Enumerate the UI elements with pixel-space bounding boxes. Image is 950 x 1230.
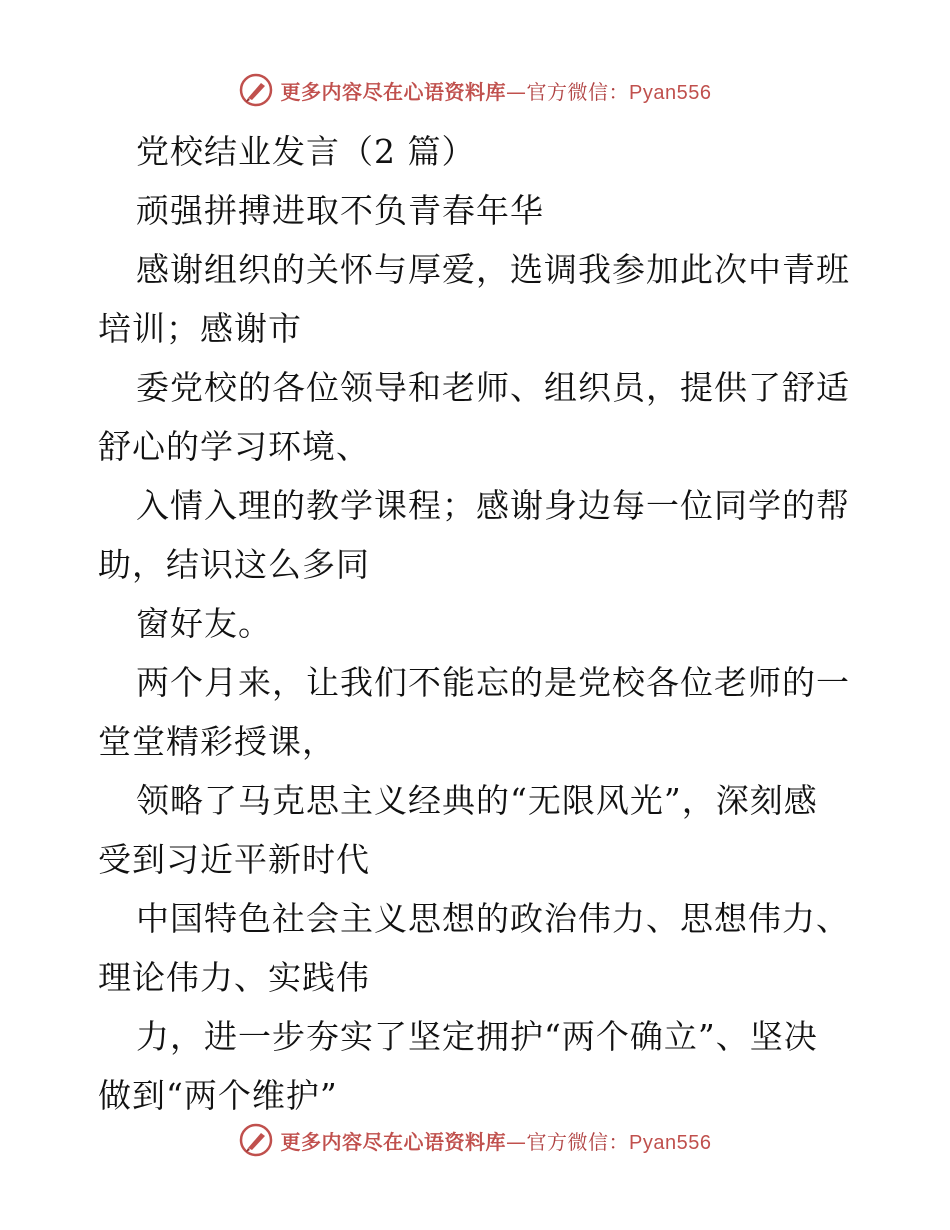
body-text-line: 中国特色社会主义思想的政治伟力、思想伟力、 bbox=[136, 899, 850, 938]
body-text-line: 力，进一步夯实了坚定拥护“两个确立”、坚决 bbox=[136, 1017, 818, 1056]
body-text-line: 舒心的学习环境、 bbox=[98, 427, 370, 466]
body-text-line: 委党校的各位领导和老师、组织员，提供了舒适 bbox=[136, 368, 850, 407]
body-text-line: 两个月来，让我们不能忘的是党校各位老师的一 bbox=[136, 663, 850, 702]
body-text-line: 感谢组织的关怀与厚爱，选调我参加此次中青班 bbox=[136, 250, 850, 289]
body-text-line: 受到习近平新时代 bbox=[98, 840, 370, 879]
body-text-line: 领略了马克思主义经典的“无限风光”，深刻感 bbox=[136, 781, 818, 820]
header-banner bbox=[0, 70, 950, 110]
banner-dash: — bbox=[506, 79, 527, 104]
body-text-line: 入情入理的教学课程；感谢身边每一位同学的帮 bbox=[136, 486, 850, 525]
banner-wechat-label: 官方微信： bbox=[526, 79, 630, 104]
banner-wechat-id: Pyan556 bbox=[629, 1131, 712, 1154]
footer-banner bbox=[0, 1120, 950, 1160]
banner-wechat-id: Pyan556 bbox=[629, 81, 712, 104]
body-text-line: 堂堂精彩授课， bbox=[98, 722, 336, 761]
body-text-line: 窗好友。 bbox=[136, 604, 272, 643]
banner-main-text: 更多内容尽在心语资料库 bbox=[280, 1129, 507, 1154]
body-text-line: 做到“两个维护” bbox=[98, 1076, 338, 1115]
document-subtitle: 顽强拼搏进取不负青春年华 bbox=[136, 191, 544, 230]
pen-logo-icon bbox=[239, 1123, 273, 1157]
body-text-line: 助，结识这么多同 bbox=[98, 545, 370, 584]
banner-wechat-label: 官方微信： bbox=[526, 1129, 630, 1154]
body-text-line: 培训；感谢市 bbox=[98, 309, 302, 348]
document-title: 党校结业发言（2 篇） bbox=[136, 132, 476, 171]
body-text-line: 理论伟力、实践伟 bbox=[98, 958, 370, 997]
banner-main-text: 更多内容尽在心语资料库 bbox=[280, 79, 507, 104]
banner-dash: — bbox=[506, 1129, 527, 1154]
document-body bbox=[98, 122, 850, 1125]
pen-logo-icon bbox=[239, 73, 273, 107]
